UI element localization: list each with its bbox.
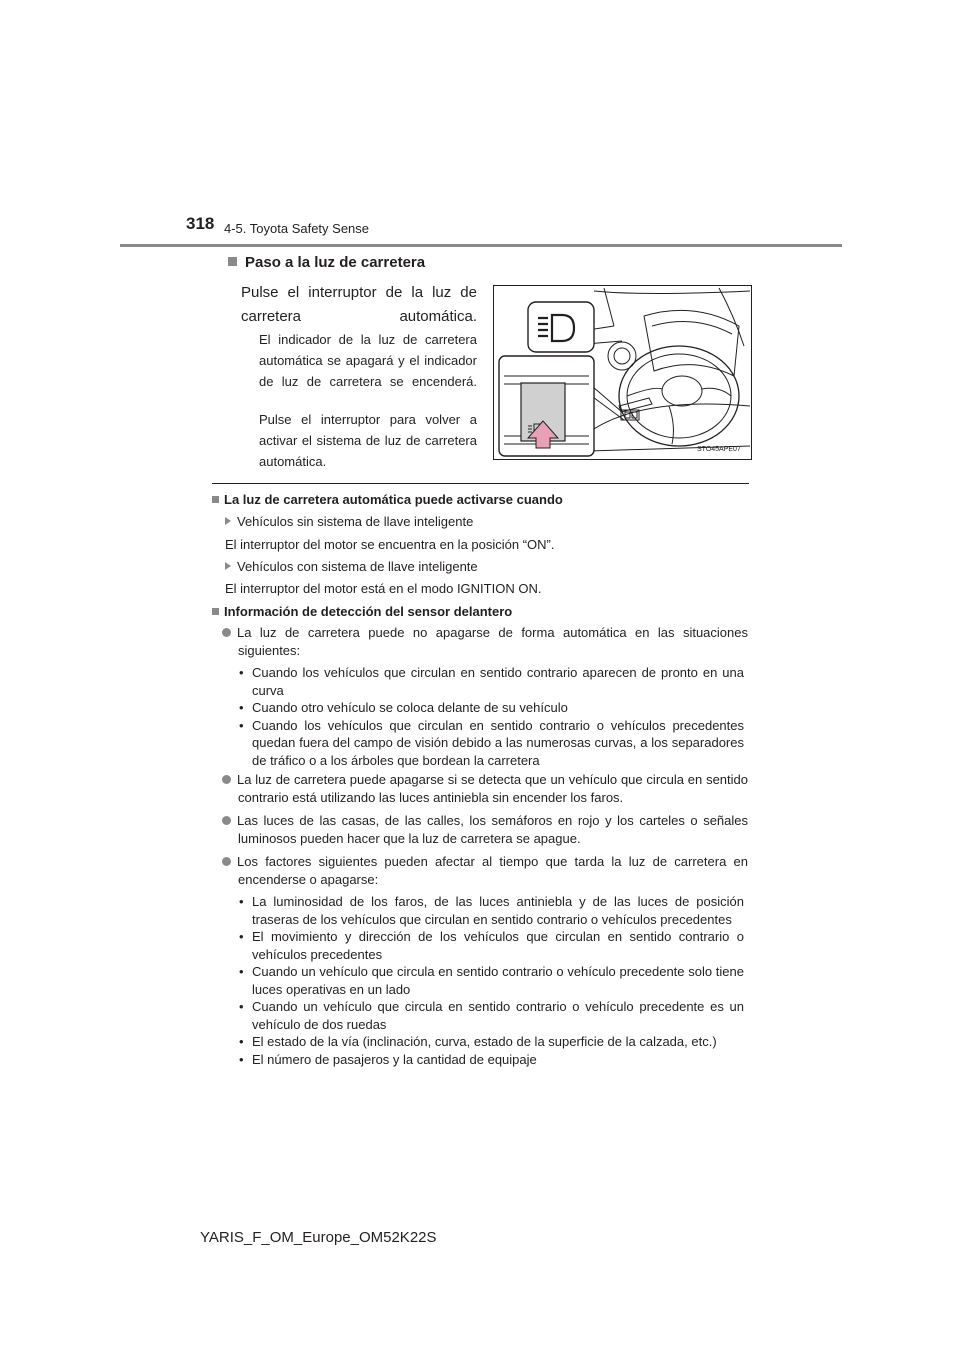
instruction-text: Pulse el interruptor de la luz de carretera automática. (241, 284, 477, 325)
info-section1-title-text: La luz de carretera automática puede activarse cuando (224, 492, 563, 507)
bullet-4-text: Los factores siguientes pueden afectar al tiempo que tarda la luz de carretera en encenderse o apagarse: (237, 854, 748, 887)
bullet-4-list (237, 893, 744, 1068)
case1-label (225, 513, 473, 530)
case2-text: El interruptor del motor está en el modo IGNITION ON. (225, 581, 542, 596)
info-section2-title (212, 603, 512, 620)
section-title: 4-5. Toyota Safety Sense (224, 221, 370, 236)
note-indicator: El indicador de la luz de carretera automática se apagará y el indicador de luz de carretera se encenderá. (259, 332, 477, 389)
list-item: • La luminosidad de los faros, de las luces antiniebla y de las luces de posición traseras de los vehículos que circulan en sentido contrario o vehículos precedentes (237, 893, 744, 928)
info-section2-title-text: Información de detección del sensor delantero (224, 604, 513, 619)
list-item: • Cuando los vehículos que circulan en sentido contrario aparecen de pronto en una curva (237, 664, 744, 699)
case2-label-text: Vehículos con sistema de llave inteligente (237, 559, 478, 574)
square-bullet-icon (212, 608, 219, 615)
figure-code: STO45APE07 (697, 446, 741, 453)
info-section1-title (212, 491, 563, 508)
circle-bullet-icon (222, 628, 231, 637)
square-bullet-icon (212, 496, 219, 503)
procedure-heading (228, 254, 425, 271)
bullet-3-text: Las luces de las casas, de las calles, los semáforos en rojo y los carteles o señales luminosos pueden hacer que la luz de carretera se apague. (237, 813, 748, 846)
bullet-1-text: La luz de carretera puede no apagarse de forma automática en las situaciones siguientes: (237, 625, 748, 658)
bullet-3 (222, 812, 748, 848)
triangle-bullet-icon (225, 517, 231, 525)
list-item: • Cuando un vehículo que circula en sentido contrario o vehículo precedente es un vehículo de dos ruedas (237, 998, 744, 1033)
circle-bullet-icon (222, 775, 231, 784)
list-item: • Cuando un vehículo que circula en sentido contrario o vehículo precedente solo tiene luces operativas en un lado (237, 963, 744, 998)
bullet-2-text: La luz de carretera puede apagarse si se detecta que un vehículo que circula en sentido contrario está utilizando las luces antiniebla sin encender los faros. (237, 772, 748, 805)
circle-bullet-icon (222, 857, 231, 866)
callout-indicator-box (528, 302, 594, 352)
bullet-1-list (237, 664, 744, 769)
list-item: • Cuando otro vehículo se coloca delante de su vehículo (237, 699, 744, 717)
bullet-4 (222, 853, 748, 889)
note-reactivate: Pulse el interruptor para volver a activar el sistema de luz de carretera automática. (259, 412, 477, 469)
case1-text: El interruptor del motor se encuentra en la posición “ON”. (225, 537, 555, 552)
square-bullet-icon (228, 257, 237, 266)
header-divider (120, 244, 842, 247)
page-number: 318 (186, 214, 215, 233)
dashboard-drawing (494, 286, 751, 459)
bullet-1 (222, 624, 748, 660)
case1-label-text: Vehículos sin sistema de llave inteligente (237, 514, 474, 529)
section-divider (212, 483, 749, 484)
case2-label (225, 558, 478, 575)
document-id: YARIS_F_OM_Europe_OM52K22S (200, 1229, 437, 1246)
list-item: • El estado de la vía (inclinación, curva, estado de la superficie de la calzada, etc.) (237, 1033, 744, 1051)
bullet-2 (222, 771, 748, 807)
procedure-heading-text: Paso a la luz de carretera (245, 254, 426, 271)
circle-bullet-icon (222, 816, 231, 825)
list-item: • El movimiento y dirección de los vehículos que circulan en sentido contrario o vehículos precedentes (237, 928, 744, 963)
list-item: • El número de pasajeros y la cantidad de equipaje (237, 1051, 744, 1069)
list-item: • Cuando los vehículos que circulan en sentido contrario o vehículos precedentes quedan fuera del campo de visión debido a las numerosas curvas, a los separadores de tráfico o a los árboles que bordean la carretera (237, 717, 744, 770)
triangle-bullet-icon (225, 562, 231, 570)
dashboard-illustration (493, 285, 752, 460)
